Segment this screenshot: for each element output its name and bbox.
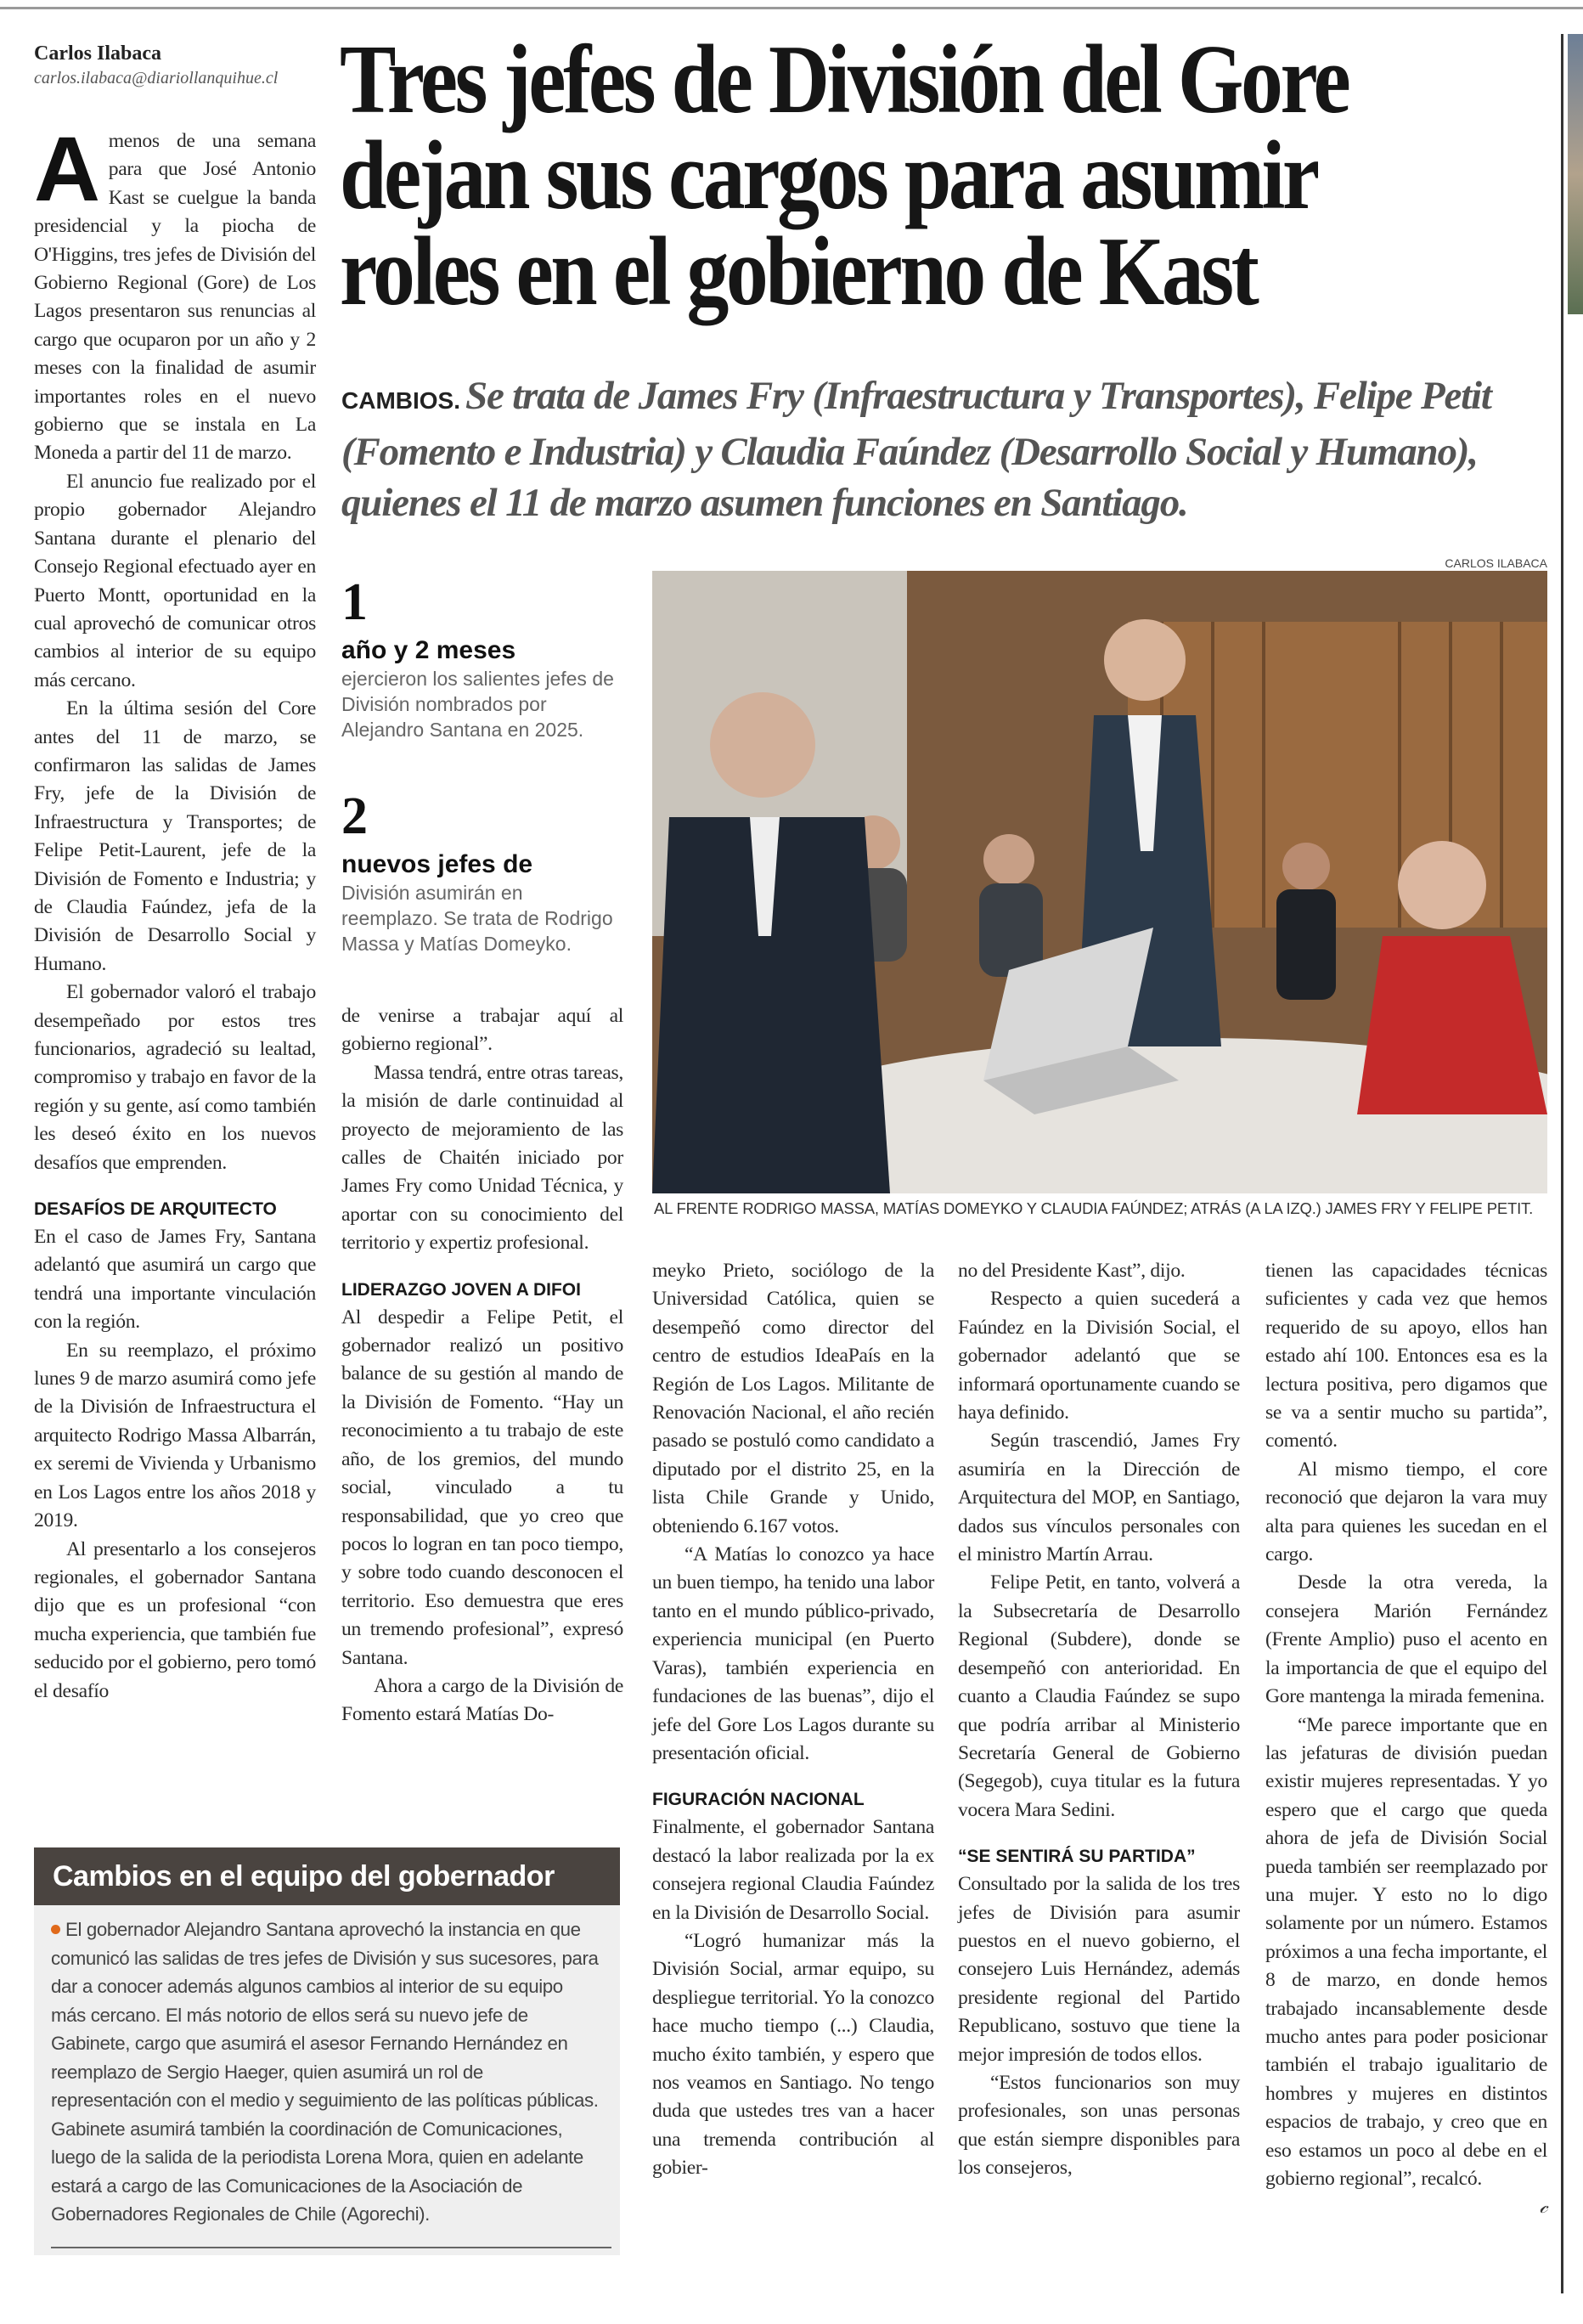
- paragraph: En la última sesión del Core antes del 11 de marzo, se confirmaron las salidas de James Fry, jefe de la División de Infraestructura y Transportes; de Felipe Petit-Laurent, jefe de la División de Fomento e Industria; y de Claudia Faúndez, jefa de la División de Desarrollo Social y Humano.: [34, 697, 316, 975]
- paragraph: meyko Prieto, sociólogo de la Universidad Católica, quien se desempeñó como director del centro de estudios IdeaPaís en la Región de Los Lagos. Militante de Renovación Nacional, el año recién pasado se postuló como candidato a diputado por el distrito 25, en la lista Chile Grande y Unido, obteniendo 6.167 votos.: [652, 1260, 934, 1537]
- byline: [34, 42, 323, 88]
- paragraph: tienen las capacidades técnicas suficientes y cada vez que hemos requerido de su apoyo, ellos han estado ahí 100. Entonces esa es la lectura positiva, pero digamos que se va a sentir mucho su partida”, comentó.: [1265, 1260, 1547, 1452]
- headline-line: dejan sus cargos para asumir: [340, 121, 1317, 230]
- top-rule: [0, 7, 1583, 9]
- stat-block-1: [341, 573, 622, 742]
- paragraph: Felipe Petit, en tanto, volverá a la Subsecretaría de Desarrollo Regional (Subdere), donde se desempeñó con anterioridad. En cuanto a Claudia Faúndez se supo que podría arribar al Ministerio Secretaría General de Gobierno (Segegob), cuya titular es la futura vocera Mara Sedini.: [958, 1571, 1240, 1821]
- photo-credit: CARLOS ILABACA: [1445, 556, 1547, 570]
- paragraph: Consultado por la salida de los tres jefes de División para asumir puestos en el nuevo gobierno, el consejero Luis Hernández, además presidente regional del Partido Republicano, sostuvo que tiene la mejor impresión de todos ellos.: [958, 1873, 1240, 2066]
- paragraph: Finalmente, el gobernador Santana destacó la labor realizada por la ex consejera regional Claudia Faúndez en la División de Desarrollo Social.: [652, 1816, 934, 1924]
- paragraph: de venirse a trabajar aquí al gobierno regional”.: [341, 1005, 623, 1056]
- article-column-3: [652, 1257, 934, 2183]
- article-column-4: [958, 1257, 1240, 2183]
- sidebar-box-text-wrapper: [34, 1905, 620, 2229]
- paragraph: menos de una semana para que José Antonio Kast se cuelgue la banda presidencial y la piocha de O'Higgins, tres jefes de División del Gobierno Regional (Gore) de Los Lagos presentaron sus renuncias al cargo que ocuparon por un año y 2 meses con la finalidad de asumir importantes roles en el nuevo gobierno que se instala en La Moneda a partir del 11 de marzo.: [34, 130, 316, 465]
- photo-caption: AL FRENTE RODRIGO MASSA, MATÍAS DOMEYKO Y CLAUDIA FAÚNDEZ; ATRÁS (A LA IZQ.) JAMES FRY Y FELIPE PETIT.: [654, 1199, 1534, 1217]
- sidebar-box: [34, 1847, 620, 2255]
- sidebar-box-rule: [51, 2247, 611, 2248]
- paragraph: El gobernador valoró el trabajo desempeñado por estos tres funcionarios, agradeció su lealtad, compromiso y trabajo en favor de la región y su gente, así como también les deseó éxito en los nuevos desafíos que emprenden.: [34, 981, 316, 1174]
- bullet-icon: [51, 1925, 60, 1934]
- author-email: carlos.ilabaca@diariollanquihue.cl: [34, 69, 279, 87]
- paragraph: “A Matías lo conozco ya hace un buen tiempo, ha tenido una labor tanto en el mundo público-privado, experiencia municipal (en Puerto Varas), también experiencia en fundaciones de las buenas”, dijo el jefe del Gore Los Lagos durante su presentación oficial.: [652, 1543, 934, 1764]
- paragraph: Respecto a quien sucederá a Faúndez en la División Social, el gobernador adelantó que se informará oportunamente cuando se haya definido.: [958, 1288, 1240, 1424]
- sidebar-box-title: Cambios en el equipo del gobernador: [34, 1847, 620, 1905]
- stat-number: 2: [341, 787, 368, 845]
- subheading: DESAFÍOS DE ARQUITECTO: [34, 1199, 277, 1220]
- paragraph: Según trascendió, James Fry asumiría en la Dirección de Arquitectura del MOP, en Santiago, dados sus vínculos personales con el ministro Martín Arrau.: [958, 1430, 1240, 1566]
- stat-label: nuevos jefes de: [341, 850, 533, 878]
- deck-kicker: CAMBIOS.: [341, 387, 460, 414]
- paragraph: El anuncio fue realizado por el propio gobernador Alejandro Santana durante el plenario del Consejo Regional efectuado ayer en Puerto Montt, oportunidad en la cual aprovechó de comunicar otros cambios al interior de su equipo más cercano.: [34, 470, 316, 691]
- paragraph: “Estos funcionarios son muy profesionales, son unas personas que están siempre disponibles para los consejeros,: [958, 2071, 1240, 2180]
- paragraph: Massa tendrá, entre otras tareas, la misión de darle continuidad al proyecto de mejoramiento de las calles de Chaitén iniciado por James Fry como Unidad Técnica, y aportar con su conocimiento del territorio y expertiz profesional.: [341, 1061, 623, 1255]
- subheading: “SE SENTIRÁ SU PARTIDA”: [958, 1847, 1196, 1867]
- paragraph: Al despedir a Felipe Petit, el gobernador realizó un positivo balance de su gestión al mando de la División de Fomento. “Hay un reconocimiento a tu trabajo de este año, de los gremios, del mundo social, vinculado a tu responsabilidad, que yo creo que pocos lo logran en tan poco tiempo, y sobre todo cuando desconocen el territorio. Eso demuestra que eres un tremendo profesional”, expresó Santana.: [341, 1306, 623, 1669]
- deck: [341, 370, 1547, 528]
- paragraph: “Me parece importante que en las jefaturas de división puedan existir mujeres representadas. Y yo espero que el cargo que queda ahora de jefa de División Social pueda también ser reemplazado por una mujer. Y esto no lo digo solamente por un número. Estamos próximos a una fecha importante, el 8 de marzo, en donde hemos trabajado incansablemente desde mucho antes para poder posicionar también el trabajo igualitario de hombres y mujeres en distintos espacios de trabajo, y creo que en eso estamos un poco al debe en el gobierno regional”, recalcó.: [1265, 1713, 1547, 2190]
- subheading: LIDERAZGO JOVEN A DIFOI: [341, 1279, 581, 1300]
- news-photo: [652, 571, 1547, 1193]
- headline: [340, 25, 1563, 326]
- end-mark-icon: 𝒸: [1539, 2196, 1547, 2219]
- author-name: Carlos Ilabaca: [34, 42, 161, 65]
- subheading: FIGURACIÓN NACIONAL: [652, 1790, 865, 1810]
- column-divider: [1561, 34, 1563, 2293]
- article-column-5: [1265, 1257, 1547, 2222]
- paragraph: “Logró humanizar más la División Social, armar equipo, su despliegue territorial. Yo la conozco hace mucho tiempo (...) Claudia, mucho éxito también, y espero que nos veamos en Santiago. No tengo duda que ustedes tres van a hacer una tremenda contribución al gobier-: [652, 1929, 934, 2180]
- paragraph: En su reemplazo, el próximo lunes 9 de marzo asumirá como jefe de la División de Infraestructura el arquitecto Rodrigo Massa Albarrán, ex seremi de Vivienda y Urbanismo en Los Lagos entre los años 2018 y 2019.: [34, 1339, 316, 1532]
- deck-text: Se trata de James Fry (Infraestructura y Transportes), Felipe Petit (Fomento e Industria) y Claudia Faúndez (Desarrollo Social y Humano), quienes el 11 de marzo asumen funciones en Santiago.: [341, 374, 1491, 525]
- paragraph: Ahora a cargo de la División de Fomento estará Matías Do-: [341, 1674, 623, 1726]
- stat-description: División asumirán en reemplazo. Se trata de Rodrigo Massa y Matías Domeyko.: [341, 882, 613, 955]
- stat-description: ejercieron los salientes jefes de División nombrados por Alejandro Santana en 2025.: [341, 668, 614, 741]
- paragraph: Al presentarlo a los consejeros regionales, el gobernador Santana dijo que es un profesional “con mucha experiencia, que también fue seducido por el gobierno, pero tomó el desafío: [34, 1537, 316, 1702]
- headline-line: roles en el gobierno de Kast: [340, 217, 1257, 326]
- stat-number: 1: [341, 573, 368, 631]
- article-column-2: [341, 1002, 623, 1729]
- adjacent-page-photo-fragment: [1568, 34, 1583, 314]
- meeting-photo-illustration: [652, 571, 1547, 1193]
- headline-line: Tres jefes de División del Gore: [340, 25, 1349, 134]
- paragraph: Desde la otra vereda, la consejera Marión Fernández (Frente Amplio) puso el acento en la importancia de que el equipo del Gore mantenga la mirada femenina.: [1265, 1571, 1547, 1708]
- paragraph: no del Presidente Kast”, dijo.: [958, 1260, 1186, 1282]
- drop-cap: A: [34, 117, 100, 220]
- paragraph: Al mismo tiempo, el core reconoció que dejaron la vara muy alta para quienes les sucedan en el cargo.: [1265, 1458, 1547, 1566]
- stat-label: año y 2 meses: [341, 636, 516, 664]
- stat-block-2: [341, 787, 622, 956]
- paragraph: En el caso de James Fry, Santana adelantó que asumirá un cargo que tendrá una importante vinculación con la región.: [34, 1226, 316, 1334]
- article-column-1: [34, 117, 316, 1706]
- sidebar-box-text: El gobernador Alejandro Santana aprovechó la instancia en que comunicó las salidas de tres jefes de División y sus sucesores, para dar a conocer además algunos cambios al interior de su equipo más cercano. El más notorio de ellos será su nuevo jefe de Gabinete, cargo que asumirá el asesor Fernando Hernández en reemplazo de Sergio Haeger, quien asumirá un rol de representación con el medio y seguimiento de las políticas públicas. Gabinete asumirá también la coordinación de Comunicaciones, luego de la salida de la periodista Lorena Mora, quien en adelante estará a cargo de las Comunicaciones de la Asociación de Gobernadores Regionales de Chile (Agorechi).: [51, 1919, 599, 2225]
